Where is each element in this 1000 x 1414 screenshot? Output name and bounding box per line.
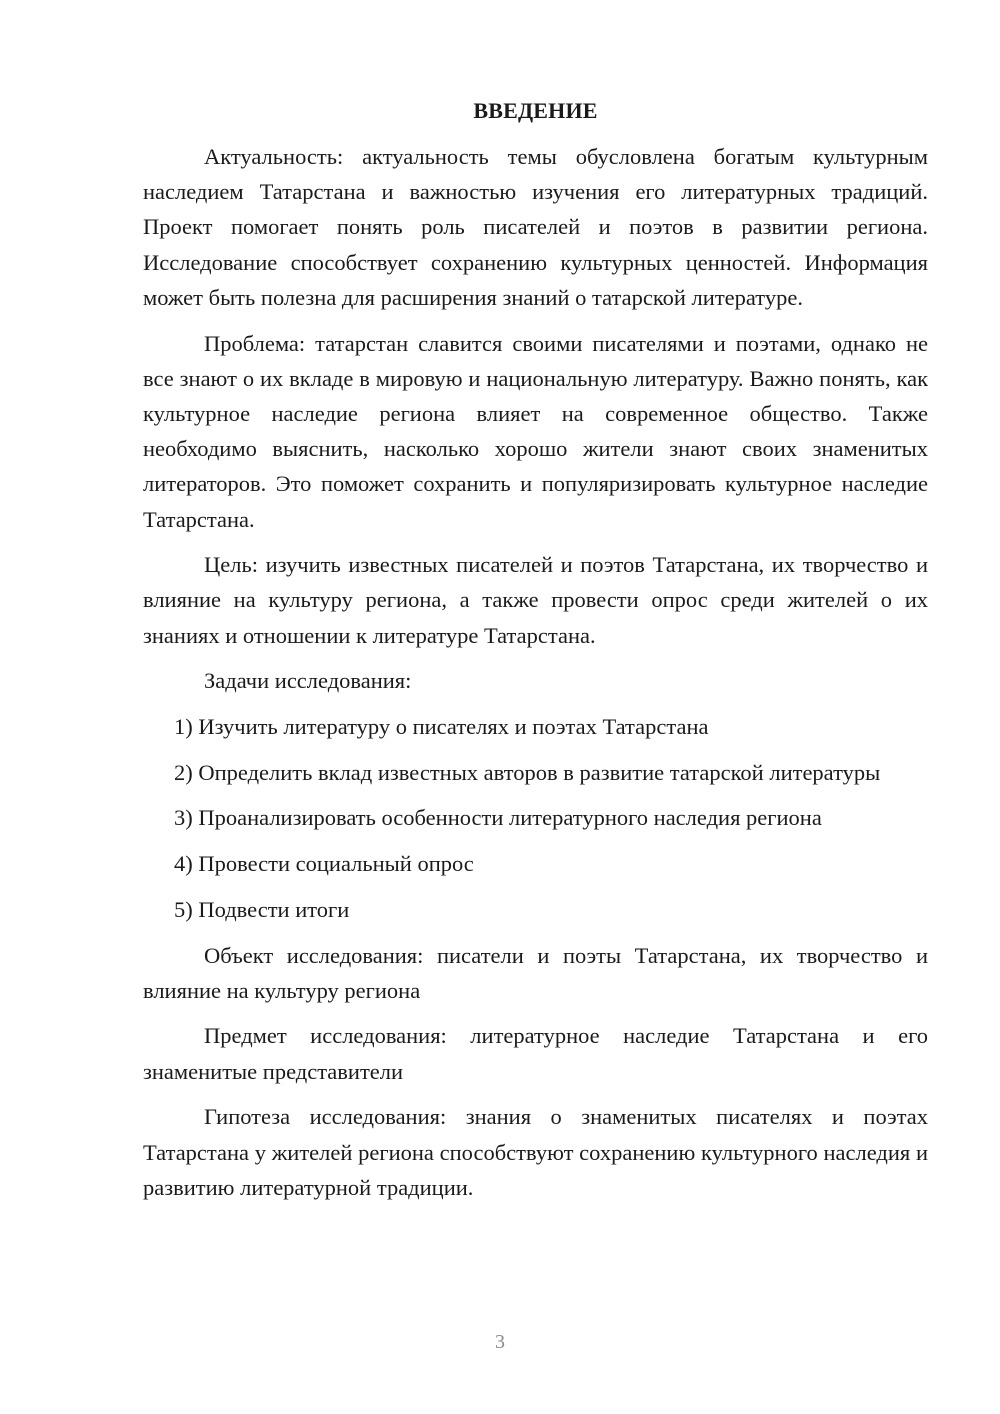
tasks-heading: Задачи исследования: [204, 668, 412, 694]
page-title: ВВЕДЕНИЕ [473, 98, 598, 123]
task-item: 2) Определить вклад известных авторов в развитие татарской литературы [174, 759, 881, 785]
problem-paragraph: Проблема: татарстан славится своими писателями и поэтами, однако не все знают о их вкладе в мировую и национальную литературу. Важно понять, как культурное наследие региона влияет на современное общество. Также необходимо выяснить, насколько хорошо жители знают своих знаменитых литераторов. Это поможет сохранить и популяризировать культурное наследие Татарстана. [143, 330, 928, 532]
task-item: 1) Изучить литературу о писателях и поэтах Татарстана [174, 714, 709, 740]
document-page [143, 95, 928, 1215]
subject-paragraph: Предмет исследования: литературное наследие Татарстана и его знаменитые представители [143, 1023, 928, 1084]
relevance-paragraph: Актуальность: актуальность темы обусловлена богатым культурным наследием Татарстана и важностью изучения его литературных традиций. Проект помогает понять роль писателей и поэтов в развитии региона. Исследование способствует сохранению культурных ценностей. Информация может быть полезна для расширения знаний о татарской литературе. [143, 144, 928, 310]
hypothesis-paragraph: Гипотеза исследования: знания о знаменитых писателях и поэтах Татарстана у жителей региона способствуют сохранению культурного наследия и развитию литературной традиции. [143, 1104, 928, 1200]
page-number: 3 [495, 1331, 505, 1353]
task-item: 3) Проанализировать особенности литературного наследия региона [174, 805, 822, 831]
task-item: 4) Провести социальный опрос [174, 851, 474, 877]
object-paragraph: Объект исследования: писатели и поэты Татарстана, их творчество и влияние на культуру региона [143, 942, 928, 1003]
task-item: 5) Подвести итоги [174, 896, 350, 922]
goal-paragraph: Цель: изучить известных писателей и поэтов Татарстана, их творчество и влияние на культуру региона, а также провести опрос среди жителей о их знаниях и отношении к литературе Татарстана. [143, 552, 928, 648]
